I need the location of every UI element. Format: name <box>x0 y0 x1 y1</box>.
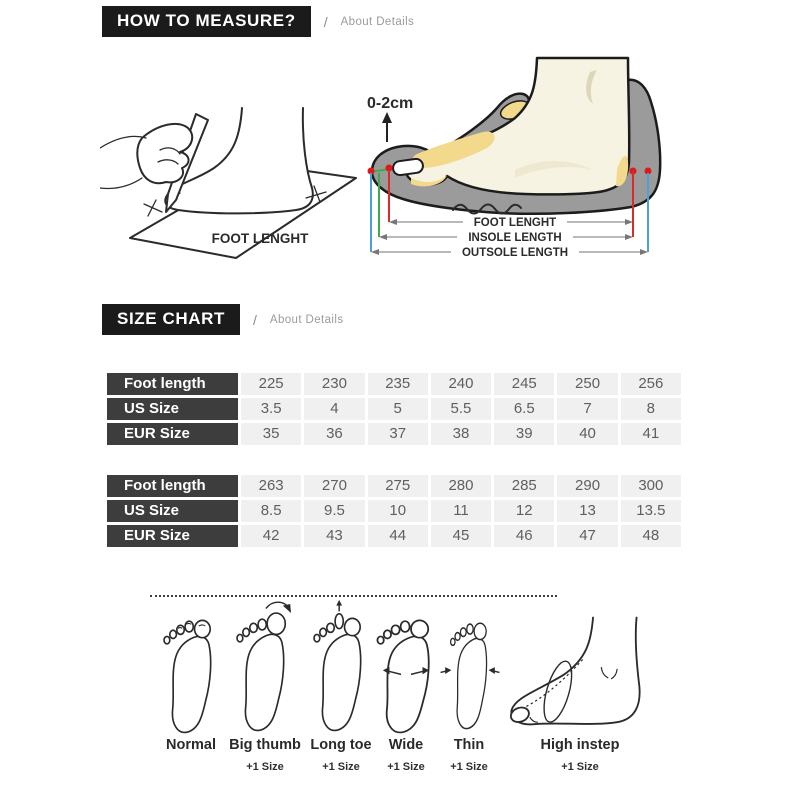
size-cell: 9.5 <box>304 500 364 522</box>
foot-type-note: +1 Size <box>246 761 284 773</box>
size-cell: 8 <box>621 398 681 420</box>
size-cell: 300 <box>621 475 681 497</box>
foot-type-label: Thin <box>453 737 485 753</box>
size-cell: 270 <box>304 475 364 497</box>
size-cell: 12 <box>494 500 554 522</box>
size-cell: 245 <box>494 373 554 395</box>
big-thumb-arrow <box>266 602 291 613</box>
size-cell: 42 <box>241 525 301 547</box>
size-cell: 235 <box>368 373 428 395</box>
table-row <box>107 398 681 420</box>
size-cell: 10 <box>368 500 428 522</box>
size-cell: 41 <box>621 423 681 445</box>
size-cell: 240 <box>431 373 491 395</box>
foot-type-label: Wide <box>388 737 424 753</box>
foot-tracing-illustration <box>100 96 360 268</box>
size-cell: 230 <box>304 373 364 395</box>
size-cell: 263 <box>241 475 301 497</box>
row-header: EUR Size <box>107 423 238 445</box>
table-row <box>107 525 681 547</box>
foot-shape-wide-illustration <box>371 601 441 737</box>
toe-alignment-line <box>150 595 557 597</box>
row-header: Foot length <box>107 373 238 395</box>
table-row <box>107 423 681 445</box>
foot-shape-long-toe-illustration <box>307 599 373 735</box>
size-cell: 46 <box>494 525 554 547</box>
size-cell: 280 <box>431 475 491 497</box>
foot-type-note: +1 Size <box>450 761 488 773</box>
tracing-caption: FOOT LENGHT <box>211 231 309 246</box>
size-cell: 38 <box>431 423 491 445</box>
svg-text:INSOLE LENGTH: INSOLE LENGTH <box>468 232 562 244</box>
measure-header <box>102 6 414 37</box>
foot-shape-thin-illustration <box>439 601 501 737</box>
size-cell: 8.5 <box>241 500 301 522</box>
size-cell: 250 <box>557 373 617 395</box>
size-cell: 6.5 <box>494 398 554 420</box>
size-cell: 37 <box>368 423 428 445</box>
size-cell: 11 <box>431 500 491 522</box>
size-chart-subtitle: About Details <box>269 313 344 326</box>
table-row <box>107 475 681 497</box>
size-cell: 44 <box>368 525 428 547</box>
foot-type-label: Normal <box>166 737 216 753</box>
size-cell: 39 <box>494 423 554 445</box>
svg-text:OUTSOLE LENGTH: OUTSOLE LENGTH <box>461 247 569 259</box>
size-table-large <box>104 472 684 550</box>
shoe-measurement-diagram <box>365 50 690 265</box>
foot-type-label: Long toe <box>310 737 372 753</box>
row-header: US Size <box>107 398 238 420</box>
foot-type-note: +1 Size <box>387 761 425 773</box>
long-toe-arrow <box>336 600 342 612</box>
size-cell: 3.5 <box>241 398 301 420</box>
measure-subtitle: About Details <box>340 15 415 28</box>
foot-shape-big-thumb-illustration <box>230 599 296 735</box>
row-header: Foot length <box>107 475 238 497</box>
size-cell: 5 <box>368 398 428 420</box>
size-cell: 275 <box>368 475 428 497</box>
size-cell: 256 <box>621 373 681 395</box>
svg-text:FOOT LENGHT: FOOT LENGHT <box>473 217 557 229</box>
foot-shape-high-instep-illustration <box>502 612 660 737</box>
size-cell: 225 <box>241 373 301 395</box>
size-cell: 40 <box>557 423 617 445</box>
size-cell: 290 <box>557 475 617 497</box>
foot-type-note: +1 Size <box>561 761 599 773</box>
table-row <box>107 500 681 522</box>
size-cell: 48 <box>621 525 681 547</box>
size-cell: 13 <box>557 500 617 522</box>
measure-title: HOW TO MEASURE? <box>102 6 311 37</box>
size-cell: 5.5 <box>431 398 491 420</box>
slash-separator: / <box>253 311 257 328</box>
size-cell: 7 <box>557 398 617 420</box>
foot-type-label: Big thumb <box>229 737 301 753</box>
size-cell: 45 <box>431 525 491 547</box>
size-cell: 35 <box>241 423 301 445</box>
size-cell: 4 <box>304 398 364 420</box>
size-cell: 43 <box>304 525 364 547</box>
toe-allowance-label: 0-2cm <box>367 95 414 112</box>
size-cell: 47 <box>557 525 617 547</box>
slash-separator: / <box>323 13 328 30</box>
size-chart-header <box>102 304 344 335</box>
size-table-small <box>104 370 684 448</box>
row-header: EUR Size <box>107 525 238 547</box>
foot-type-note: +1 Size <box>322 761 360 773</box>
row-header: US Size <box>107 500 238 522</box>
size-cell: 285 <box>494 475 554 497</box>
toe-allowance-arrow <box>382 112 392 142</box>
table-row <box>107 373 681 395</box>
foot-shape-normal-illustration <box>157 601 223 737</box>
size-cell: 36 <box>304 423 364 445</box>
size-cell: 13.5 <box>621 500 681 522</box>
foot-type-label: High instep <box>540 737 620 753</box>
size-chart-title: SIZE CHART <box>102 304 240 335</box>
